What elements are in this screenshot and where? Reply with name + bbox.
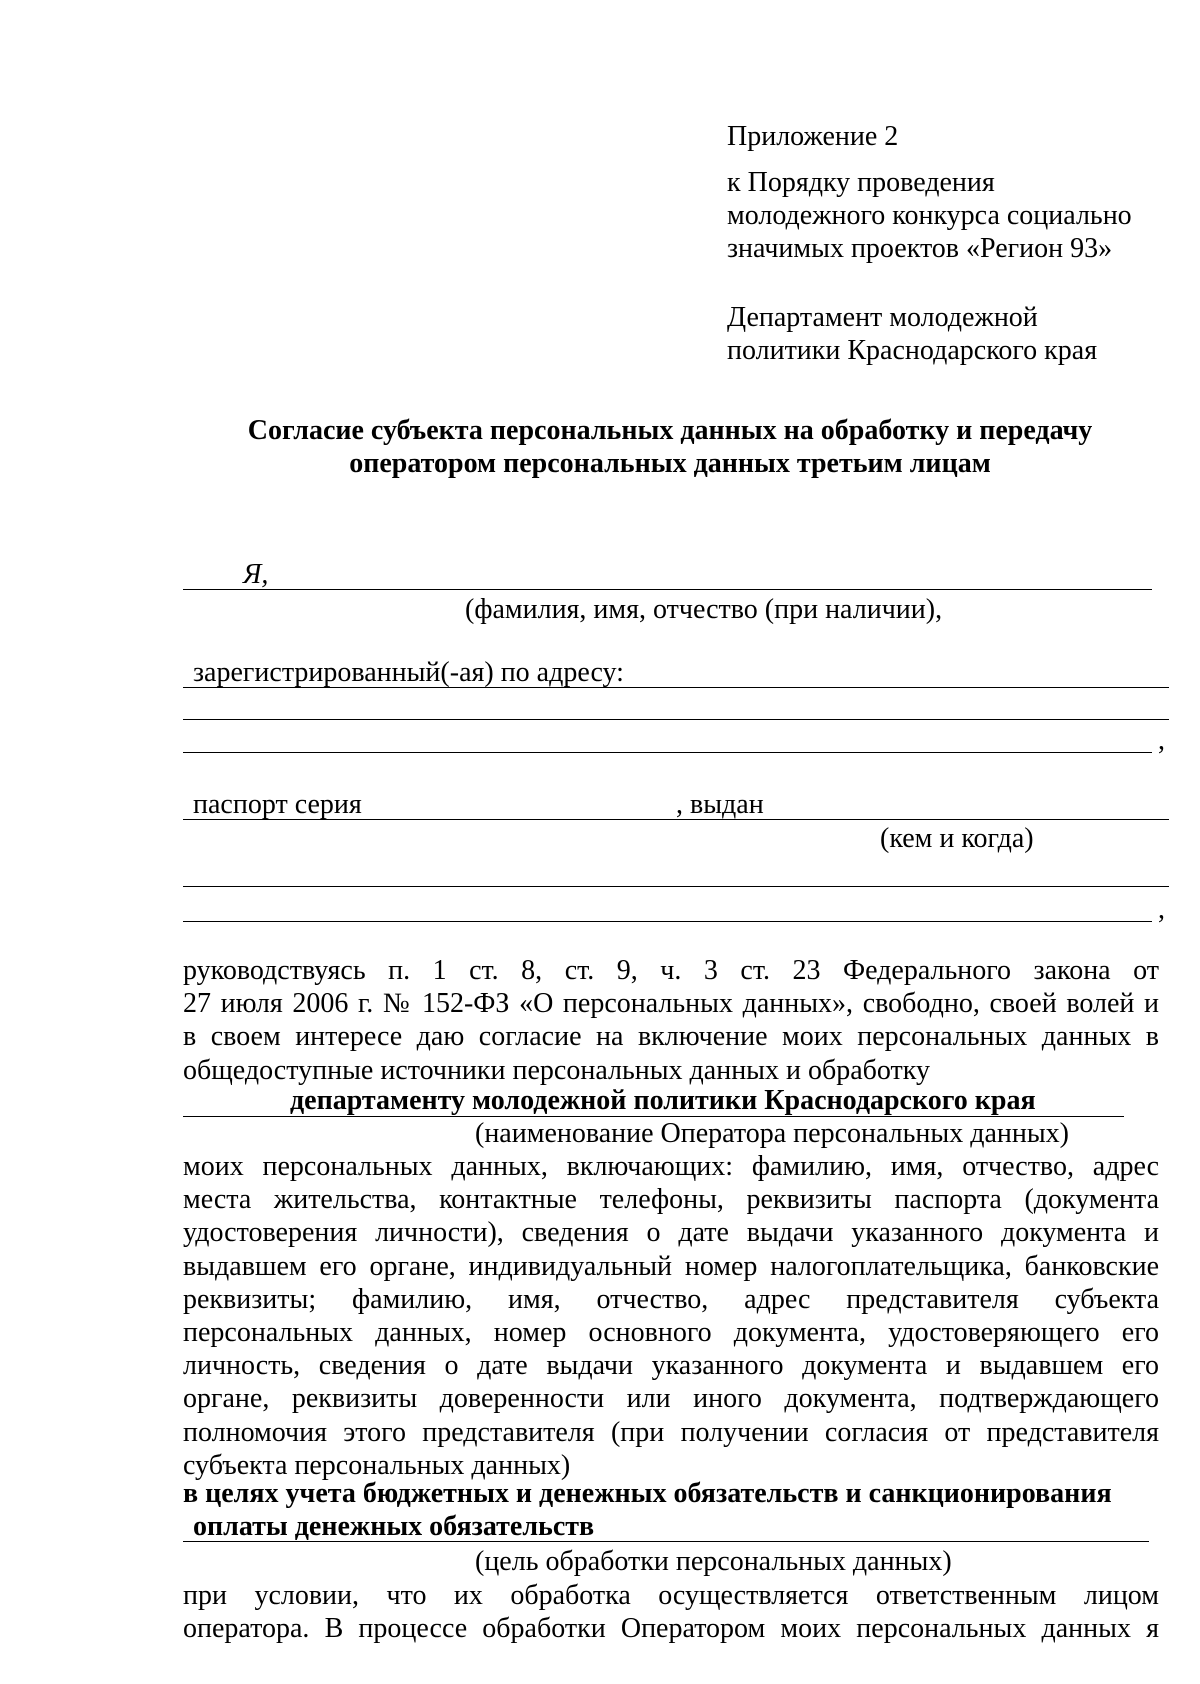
- purpose-field-line[interactable]: [183, 1541, 1149, 1542]
- consent-paragraph-1: [183, 954, 1159, 1087]
- address-field-line-3[interactable]: [183, 752, 1152, 753]
- paragraph-2-line: полномочия этого представителя (при получении согласия от представителя: [183, 1416, 1159, 1448]
- addressee-line-1: Департамент молодежной: [727, 302, 1038, 333]
- issued-comma: ,: [1158, 894, 1165, 925]
- addressee-line-2: политики Краснодарского края: [727, 335, 1098, 366]
- issued-field-line-1[interactable]: [183, 886, 1169, 887]
- paragraph-2-line: места жительства, контактные телефоны, реквизиты паспорта (документа: [183, 1184, 1159, 1216]
- paragraph-1-line: общедоступные источники персональных данных и обработку: [183, 1054, 930, 1086]
- appendix-reference-line-1: к Порядку проведения: [727, 167, 995, 198]
- issued-caption: (кем и когда): [880, 823, 1034, 854]
- document-title-line-1: Согласие субъекта персональных данных на обработку и передачу: [247, 415, 1093, 446]
- fio-field-line[interactable]: [183, 589, 1152, 590]
- paragraph-3-line: оператора. В процессе обработки Оператором моих персональных данных я: [183, 1613, 1159, 1645]
- appendix-reference-line-3: значимых проектов «Регион 93»: [727, 233, 1113, 264]
- purpose-line-1: в целях учета бюджетных и денежных обязательств и санкционирования: [183, 1478, 1112, 1509]
- address-field-line-2[interactable]: [183, 719, 1169, 720]
- address-field-line-1[interactable]: [183, 687, 1169, 688]
- operator-caption: (наименование Оператора персональных данных): [475, 1118, 1069, 1149]
- paragraph-2-line: выдавшем его органе, индивидуальный номер налогоплательщика, банковские: [183, 1250, 1159, 1282]
- passport-field-line[interactable]: [183, 819, 1169, 820]
- purpose-caption: (цель обработки персональных данных): [475, 1546, 952, 1577]
- paragraph-1-line: в своем интересе даю согласие на включение моих персональных данных в: [183, 1021, 1159, 1053]
- paragraph-2-line: субъекта персональных данных): [183, 1449, 571, 1481]
- consent-paragraph-2: [183, 1150, 1159, 1482]
- paragraph-2-line: удостоверения личности), сведения о дате выдачи указанного документа и: [183, 1217, 1159, 1249]
- paragraph-2-line: органе, реквизиты доверенности или иного документа, подтверждающего: [183, 1383, 1159, 1415]
- issued-label: , выдан: [676, 789, 764, 820]
- appendix-number: Приложение 2: [727, 121, 899, 152]
- paragraph-2-line: реквизиты; фамилию, имя, отчество, адрес представителя субъекта: [183, 1283, 1159, 1315]
- appendix-reference-line-2: молодежного конкурса социально: [727, 200, 1132, 231]
- issued-field-line-2[interactable]: [183, 921, 1152, 922]
- paragraph-2-line: личность, сведения о дате выдачи указанного документа и выдавшем его: [183, 1350, 1159, 1382]
- fio-caption: (фамилия, имя, отчество (при наличии),: [465, 594, 943, 625]
- i-label: Я,: [243, 559, 269, 590]
- paragraph-1-line: 27 июля 2006 г. № 152-ФЗ «О персональных данных», свободно, своей волей и: [183, 988, 1159, 1020]
- passport-label: паспорт серия: [193, 789, 362, 820]
- address-comma: ,: [1158, 725, 1165, 756]
- paragraph-1-line: руководствуясь п. 1 ст. 8, ст. 9, ч. 3 ст. 23 Федерального закона от: [183, 955, 1159, 986]
- paragraph-2-line: персональных данных, номер основного документа, удостоверяющего его: [183, 1317, 1159, 1349]
- paragraph-2-line: моих персональных данных, включающих: фамилию, имя, отчество, адрес: [183, 1151, 1159, 1182]
- operator-name: департаменту молодежной политики Краснодарского края: [290, 1085, 1036, 1116]
- consent-paragraph-3: [183, 1579, 1159, 1645]
- address-label: зарегистрированный(-ая) по адресу:: [193, 657, 624, 688]
- paragraph-3-line: при условии, что их обработка осуществляется ответственным лицом: [183, 1580, 1159, 1611]
- purpose-line-2: оплаты денежных обязательств: [193, 1511, 595, 1542]
- document-title-line-2: оператором персональных данных третьим лицам: [349, 448, 991, 479]
